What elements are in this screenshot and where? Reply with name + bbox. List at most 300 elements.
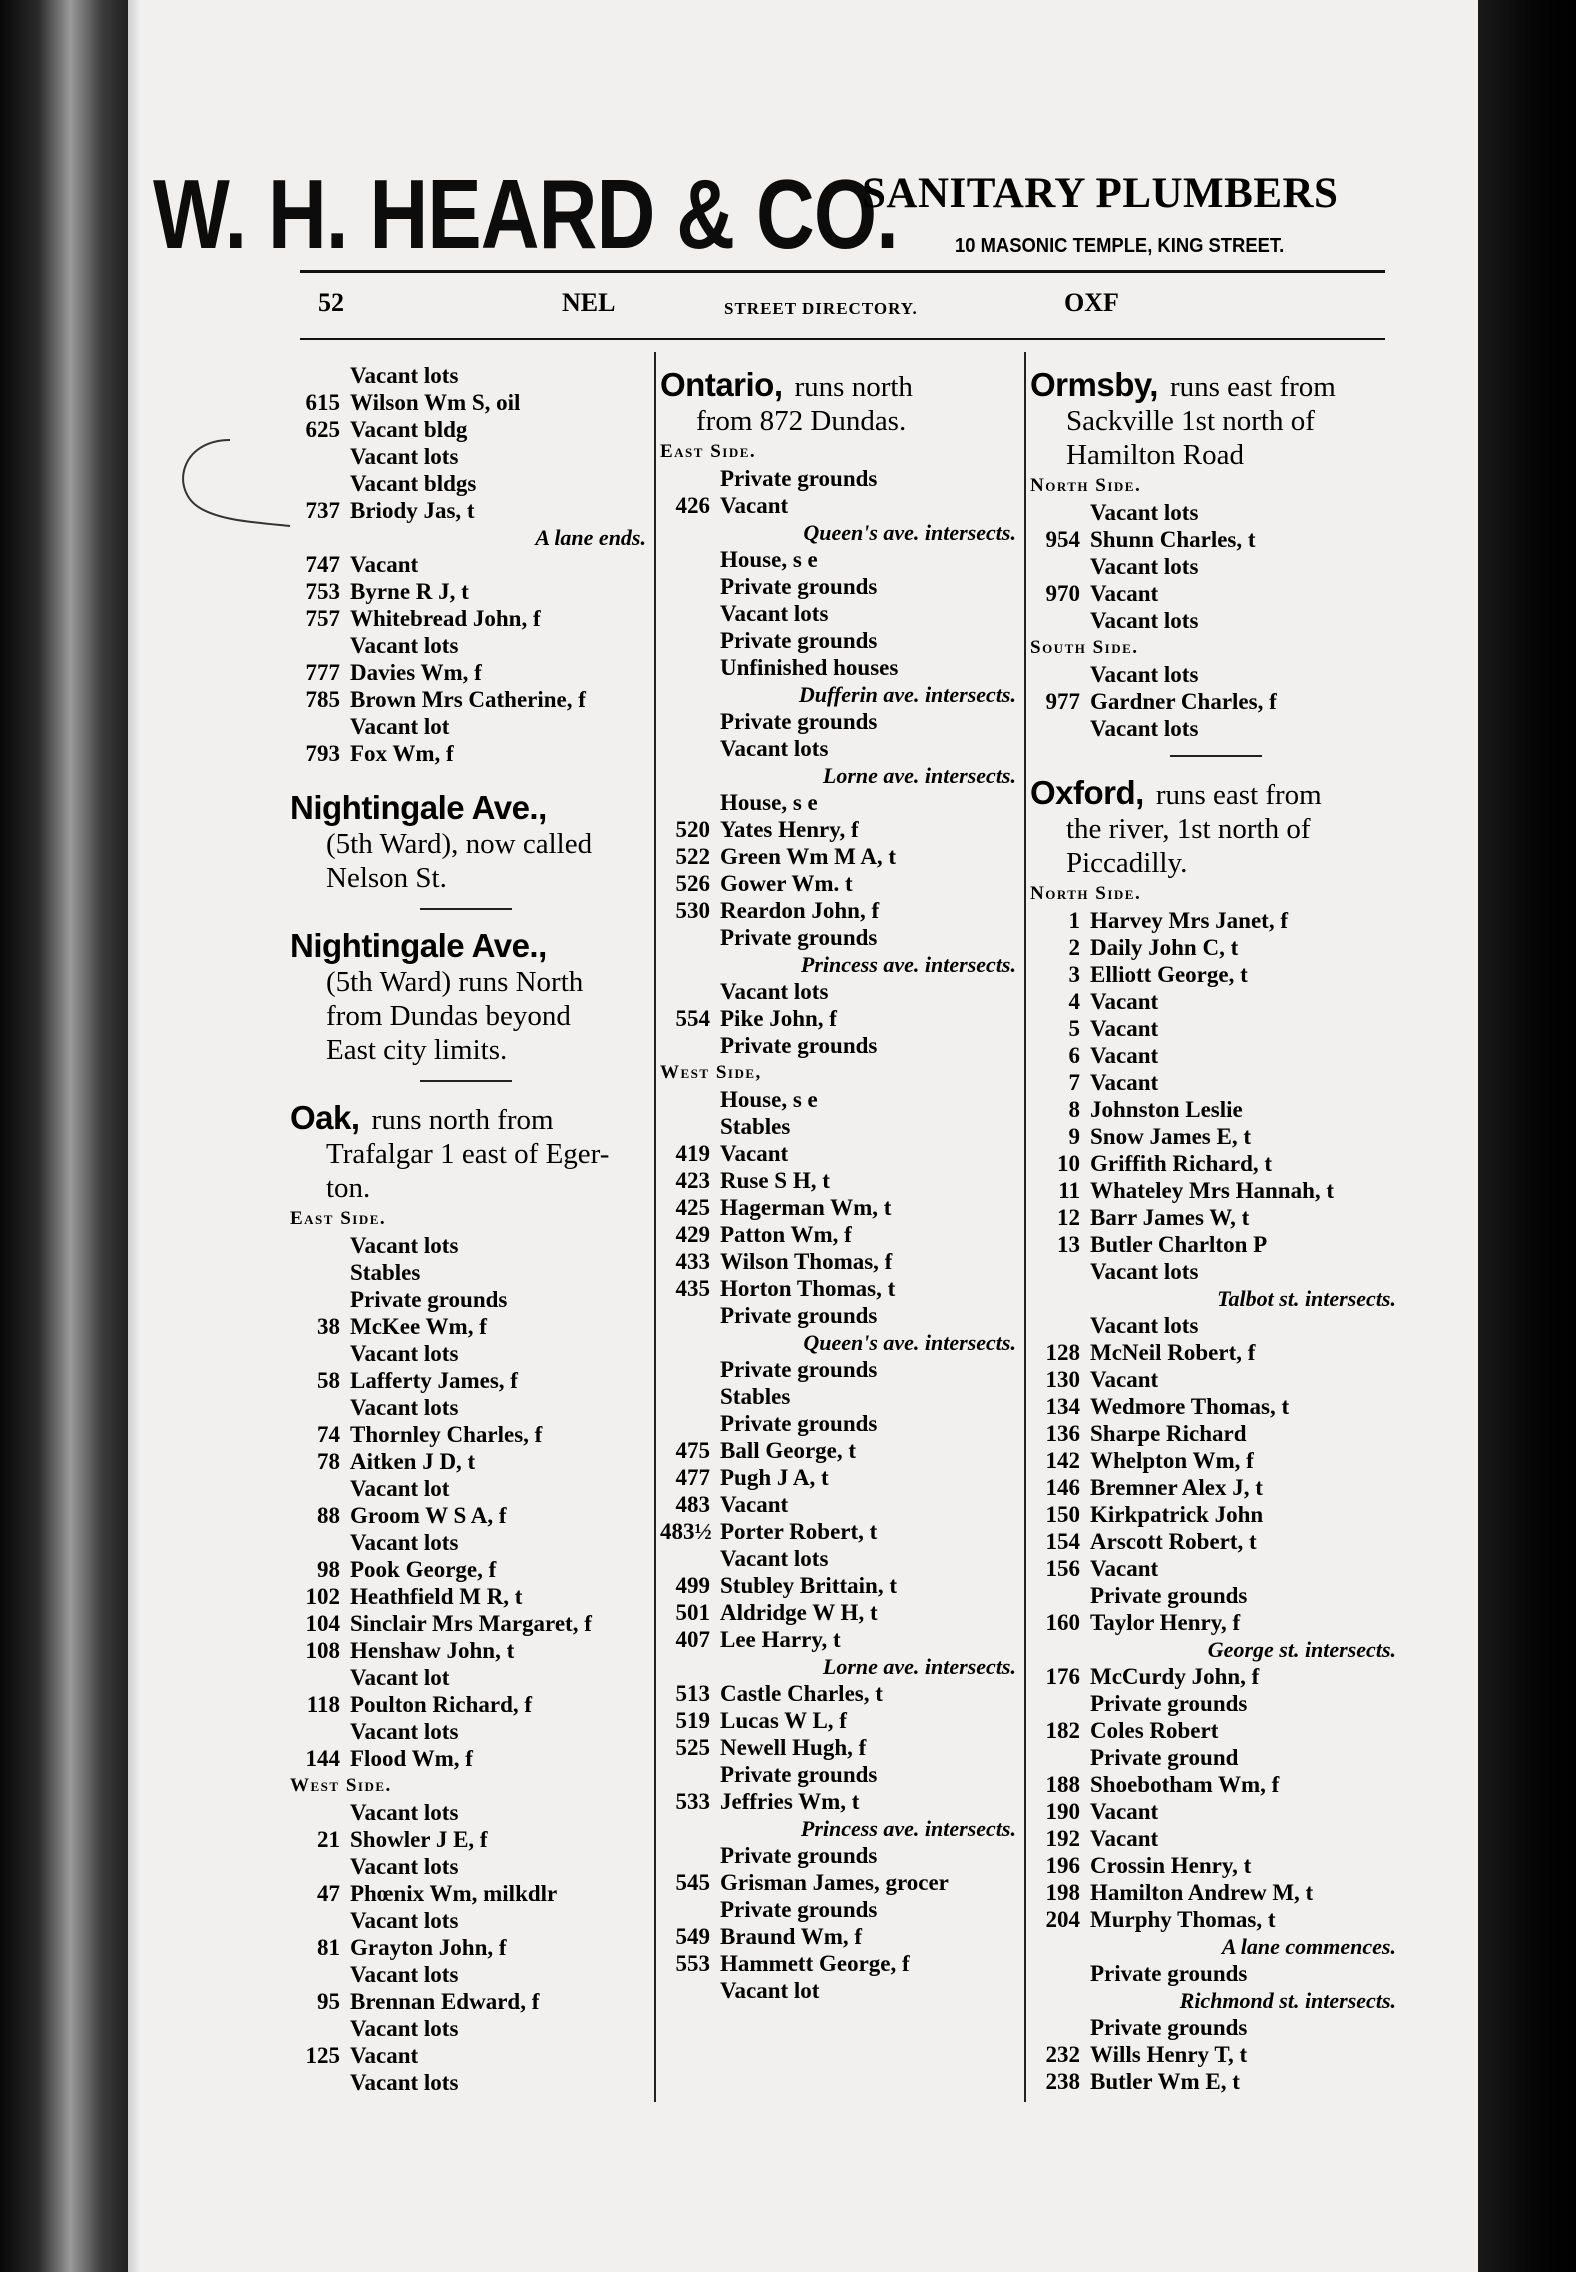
- occupant: Private grounds: [720, 1411, 878, 1436]
- street-description: from 872 Dundas.: [696, 405, 907, 437]
- directory-entry: [1030, 1744, 1400, 1771]
- house-number: 3: [1068, 962, 1080, 987]
- directory-entry: [660, 1221, 1020, 1248]
- header-rule-bottom: [300, 338, 1385, 340]
- intersection-note: A lane ends.: [535, 525, 646, 550]
- occupant: Vacant lots: [350, 1233, 459, 1258]
- directory-entry: [660, 1005, 1020, 1032]
- directory-entry: [660, 1410, 1020, 1437]
- directory-entry: [660, 546, 1020, 573]
- street-separator: [290, 1067, 650, 1095]
- occupant: Snow James E, t: [1090, 1124, 1252, 1149]
- house-number: 12: [1057, 1205, 1080, 1230]
- directory-entry: [660, 465, 1020, 492]
- house-number: 525: [675, 1735, 710, 1760]
- street-description: (5th Ward) runs North: [326, 966, 584, 998]
- directory-entry: [660, 1896, 1020, 1923]
- occupant: Private grounds: [720, 1897, 878, 1922]
- occupant: Elliott George, t: [1090, 962, 1248, 987]
- occupant: Groom W S A, f: [350, 1503, 507, 1528]
- occupant: Vacant: [1090, 1367, 1159, 1392]
- spacer: [290, 767, 650, 785]
- pencil-mark: [160, 420, 300, 540]
- directory-entry: [660, 978, 1020, 1005]
- occupant: Wedmore Thomas, t: [1090, 1394, 1290, 1419]
- directory-entry: [1030, 1960, 1400, 1987]
- intersection-note: Talbot st. intersects.: [1217, 1286, 1396, 1311]
- column-divider-1: [654, 352, 656, 2102]
- directory-column-2: [660, 362, 1020, 2004]
- house-number: 176: [1045, 1664, 1080, 1689]
- occupant: Braund Wm, f: [720, 1924, 863, 1949]
- house-number: 1: [1068, 908, 1080, 933]
- house-number: 407: [675, 1627, 710, 1652]
- directory-entry: [1030, 688, 1400, 715]
- running-head-title: STREET DIRECTORY.: [724, 299, 918, 318]
- directory-entry: [290, 1286, 650, 1313]
- occupant: Vacant bldg: [350, 417, 468, 442]
- occupant: McCurdy John, f: [1090, 1664, 1260, 1689]
- directory-entry: [1030, 1825, 1400, 1852]
- occupant: Butler Wm E, t: [1090, 2069, 1240, 2094]
- occupant: Private grounds: [720, 628, 878, 653]
- occupant: Vacant lots: [350, 1341, 459, 1366]
- house-number: 38: [317, 1314, 340, 1339]
- occupant: Vacant lots: [350, 2016, 459, 2041]
- directory-entry: [290, 1880, 650, 1907]
- occupant: Harvey Mrs Janet, f: [1090, 908, 1288, 933]
- occupant: Vacant: [1090, 581, 1159, 606]
- directory-entry: [290, 1961, 650, 1988]
- occupant: Pugh J A, t: [720, 1465, 829, 1490]
- occupant: Pike John, f: [720, 1006, 837, 1031]
- occupant: Vacant: [1090, 1016, 1159, 1041]
- occupant: Aitken J D, t: [350, 1449, 476, 1474]
- directory-entry: [1030, 1069, 1400, 1096]
- occupant: Vacant bldgs: [350, 471, 477, 496]
- house-number: 785: [305, 687, 340, 712]
- street-description: (5th Ward), now called: [326, 828, 593, 860]
- house-number: 196: [1045, 1853, 1080, 1878]
- occupant: Vacant lot: [350, 714, 450, 739]
- intersection-note: Richmond st. intersects.: [1179, 1988, 1396, 2013]
- occupant: Thornley Charles, f: [350, 1422, 543, 1447]
- occupant: Vacant lots: [350, 1962, 459, 1987]
- occupant: Griffith Richard, t: [1090, 1151, 1273, 1176]
- occupant: Butler Charlton P: [1090, 1232, 1268, 1257]
- house-number: 58: [317, 1368, 340, 1393]
- house-number: 499: [675, 1573, 710, 1598]
- directory-entry: [660, 735, 1020, 762]
- occupant: Vacant lots: [1090, 1259, 1199, 1284]
- house-number: 429: [675, 1222, 710, 1247]
- occupant: Vacant: [350, 552, 419, 577]
- directory-entry: [660, 843, 1020, 870]
- occupant: Vacant: [350, 2043, 419, 2068]
- directory-entry: [660, 492, 1020, 519]
- occupant: Vacant lots: [720, 1546, 829, 1571]
- occupant: Wilson Wm S, oil: [350, 390, 521, 415]
- directory-entry: [290, 686, 650, 713]
- street-description: Trafalgar 1 east of Eger-: [326, 1138, 610, 1170]
- directory-entry: [1030, 715, 1400, 742]
- occupant: Vacant lots: [1090, 500, 1199, 525]
- occupant: House, s e: [720, 790, 818, 815]
- house-number: 737: [305, 498, 340, 523]
- house-number: 125: [305, 2043, 340, 2068]
- directory-entry: [660, 654, 1020, 681]
- house-number: 238: [1045, 2069, 1080, 2094]
- occupant: Ball George, t: [720, 1438, 857, 1463]
- house-number: 7: [1068, 1070, 1080, 1095]
- occupant: Vacant lots: [350, 1800, 459, 1825]
- occupant: Vacant lots: [1090, 662, 1199, 687]
- occupant: Crossin Henry, t: [1090, 1853, 1252, 1878]
- house-number: 426: [675, 493, 710, 518]
- directory-entry: [290, 2042, 650, 2069]
- running-head-left-key: NEL: [562, 288, 616, 317]
- directory-entry: [290, 1340, 650, 1367]
- house-number: 625: [305, 417, 340, 442]
- occupant: Whitebread John, f: [350, 606, 541, 631]
- house-number: 553: [675, 1951, 710, 1976]
- advertiser-address: 10 MASONIC TEMPLE, KING STREET.: [955, 235, 1285, 257]
- house-number: 777: [305, 660, 340, 685]
- directory-entry: [290, 740, 650, 767]
- occupant: Vacant lots: [350, 1908, 459, 1933]
- house-number: 142: [1045, 1448, 1080, 1473]
- occupant: Henshaw John, t: [350, 1638, 515, 1663]
- street-name: Ontario,: [660, 366, 783, 403]
- house-number: 47: [317, 1881, 340, 1906]
- occupant: Daily John C, t: [1090, 935, 1239, 960]
- occupant: Horton Thomas, t: [720, 1276, 896, 1301]
- directory-entry: [1030, 1123, 1400, 1150]
- directory-entry: [290, 1799, 650, 1826]
- occupant: Private grounds: [720, 574, 878, 599]
- occupant: Aldridge W H, t: [720, 1600, 878, 1625]
- occupant: Vacant lots: [720, 601, 829, 626]
- house-number: 11: [1058, 1178, 1080, 1203]
- directory-entry: [1030, 1798, 1400, 1825]
- occupant: Vacant lots: [1090, 608, 1199, 633]
- occupant: Briody Jas, t: [350, 498, 475, 523]
- street-side-label: North Side.: [1030, 475, 1142, 496]
- occupant: Vacant: [1090, 1043, 1159, 1068]
- occupant: Private grounds: [720, 1357, 878, 1382]
- house-number: 530: [675, 898, 710, 923]
- occupant: Vacant lots: [350, 444, 459, 469]
- directory-entry: [290, 659, 650, 686]
- house-number: 2: [1068, 935, 1080, 960]
- street-description: runs north: [794, 371, 913, 403]
- house-number: 483½: [660, 1519, 712, 1544]
- directory-entry: [660, 1788, 1020, 1815]
- directory-entry: [1030, 1204, 1400, 1231]
- occupant: Vacant lots: [350, 1719, 459, 1744]
- directory-entry: [660, 1464, 1020, 1491]
- directory-entry: [290, 362, 650, 389]
- house-number: 425: [675, 1195, 710, 1220]
- house-number: 88: [317, 1503, 340, 1528]
- house-number: 134: [1045, 1394, 1080, 1419]
- house-number: 198: [1045, 1880, 1080, 1905]
- page-edge-shadow: [128, 0, 140, 2272]
- directory-entry: [1030, 961, 1400, 988]
- directory-entry: [1030, 526, 1400, 553]
- directory-entry: [290, 1448, 650, 1475]
- occupant: Vacant: [1090, 1826, 1159, 1851]
- directory-entry: [660, 897, 1020, 924]
- occupant: Vacant lots: [350, 1395, 459, 1420]
- street-description: ton.: [326, 1172, 371, 1204]
- house-number: 160: [1045, 1610, 1080, 1635]
- directory-entry: [1030, 1339, 1400, 1366]
- microfilm-edge-left: [0, 0, 128, 2272]
- directory-column-3: [1030, 362, 1400, 2095]
- occupant: McKee Wm, f: [350, 1314, 487, 1339]
- house-number: 204: [1045, 1907, 1080, 1932]
- directory-entry: [660, 1626, 1020, 1653]
- occupant: McNeil Robert, f: [1090, 1340, 1256, 1365]
- directory-entry: [660, 1032, 1020, 1059]
- directory-entry: [660, 816, 1020, 843]
- intersection-note: Princess ave. intersects.: [800, 952, 1016, 977]
- occupant: Pook George, f: [350, 1557, 497, 1582]
- occupant: Sinclair Mrs Margaret, f: [350, 1611, 592, 1636]
- occupant: Patton Wm, f: [720, 1222, 852, 1247]
- intersection-note: Queen's ave. intersects.: [803, 520, 1016, 545]
- advertiser-trade: SANITARY PLUMBERS: [862, 170, 1339, 217]
- directory-entry: [660, 1761, 1020, 1788]
- directory-entry: [1030, 1366, 1400, 1393]
- directory-entry: [660, 1248, 1020, 1275]
- house-number: 954: [1045, 527, 1080, 552]
- directory-entry: [660, 1086, 1020, 1113]
- directory-entry: [660, 1356, 1020, 1383]
- directory-entry: [290, 1691, 650, 1718]
- house-number: 136: [1045, 1421, 1080, 1446]
- directory-entry: [290, 1718, 650, 1745]
- intersection-note: Queen's ave. intersects.: [803, 1330, 1016, 1355]
- occupant: Ruse S H, t: [720, 1168, 830, 1193]
- house-number: 108: [305, 1638, 340, 1663]
- house-number: 74: [317, 1422, 340, 1447]
- house-number: 615: [305, 390, 340, 415]
- house-number: 146: [1045, 1475, 1080, 1500]
- directory-entry: [660, 870, 1020, 897]
- occupant: House, s e: [720, 547, 818, 572]
- directory-entry: [660, 1734, 1020, 1761]
- street-heading: [1030, 776, 1400, 880]
- occupant: Yates Henry, f: [720, 817, 859, 842]
- street-description: from Dundas beyond: [326, 1000, 571, 1032]
- occupant: Brown Mrs Catherine, f: [350, 687, 586, 712]
- house-number: 5: [1068, 1016, 1080, 1041]
- occupant: Newell Hugh, f: [720, 1735, 867, 1760]
- house-number: 519: [675, 1708, 710, 1733]
- occupant: Unfinished houses: [720, 655, 899, 680]
- occupant: Jeffries Wm, t: [720, 1789, 860, 1814]
- occupant: Vacant lots: [1090, 554, 1199, 579]
- directory-entry: [660, 708, 1020, 735]
- occupant: Taylor Henry, f: [1090, 1610, 1241, 1635]
- house-number: 182: [1045, 1718, 1080, 1743]
- house-number: 477: [675, 1465, 710, 1490]
- occupant: Davies Wm, f: [350, 660, 482, 685]
- street-heading: [290, 1101, 650, 1205]
- occupant: Vacant lots: [720, 979, 829, 1004]
- occupant: Vacant lots: [1090, 1313, 1199, 1338]
- occupant: Private grounds: [720, 1843, 878, 1868]
- house-number: 21: [317, 1827, 340, 1852]
- directory-entry: [1030, 1906, 1400, 1933]
- house-number: 4: [1068, 989, 1080, 1014]
- directory-entry: [660, 1194, 1020, 1221]
- directory-entry: [290, 1556, 650, 1583]
- intersection-note: Lorne ave. intersects.: [822, 763, 1016, 788]
- directory-entry: [660, 924, 1020, 951]
- directory-entry: [660, 600, 1020, 627]
- house-number: 156: [1045, 1556, 1080, 1581]
- directory-entry: [290, 713, 650, 740]
- directory-entry: [1030, 499, 1400, 526]
- street-description: the river, 1st north of: [1066, 813, 1311, 845]
- directory-entry: [1030, 988, 1400, 1015]
- street-description: Sackville 1st north of: [1066, 405, 1315, 437]
- occupant: Flood Wm, f: [350, 1746, 473, 1771]
- directory-entry: [660, 1599, 1020, 1626]
- occupant: Hagerman Wm, t: [720, 1195, 892, 1220]
- directory-entry: [290, 1367, 650, 1394]
- house-number: 747: [305, 552, 340, 577]
- directory-entry: [660, 1707, 1020, 1734]
- directory-entry: [290, 1637, 650, 1664]
- street-name: Oak,: [290, 1099, 360, 1136]
- street-name: Oxford,: [1030, 774, 1144, 811]
- directory-entry: [660, 1113, 1020, 1140]
- occupant: Private grounds: [720, 925, 878, 950]
- house-number: 188: [1045, 1772, 1080, 1797]
- directory-column-1: [290, 362, 650, 2096]
- occupant: Sharpe Richard: [1090, 1421, 1247, 1446]
- occupant: Private grounds: [1090, 2015, 1248, 2040]
- occupant: Vacant: [1090, 989, 1159, 1014]
- occupant: Vacant: [720, 493, 789, 518]
- directory-entry: [1030, 1258, 1400, 1285]
- occupant: Private grounds: [1090, 1583, 1248, 1608]
- directory-entry: [290, 470, 650, 497]
- street-separator: [1030, 742, 1400, 770]
- directory-entry: [660, 573, 1020, 600]
- directory-entry: [660, 1140, 1020, 1167]
- street-side-label: East Side.: [290, 1208, 387, 1229]
- house-number: 95: [317, 1989, 340, 2014]
- occupant: Vacant lots: [350, 2070, 459, 2095]
- column-divider-2: [1024, 352, 1026, 2102]
- street-heading: [1030, 368, 1400, 472]
- occupant: Vacant lots: [350, 1854, 459, 1879]
- house-number: 423: [675, 1168, 710, 1193]
- occupant: Stables: [720, 1384, 791, 1409]
- house-number: 10: [1057, 1151, 1080, 1176]
- directory-entry: [1030, 2014, 1400, 2041]
- directory-entry: [290, 1421, 650, 1448]
- intersection-note: Dufferin ave. intersects.: [798, 682, 1016, 707]
- directory-entry: [290, 1583, 650, 1610]
- house-number: 150: [1045, 1502, 1080, 1527]
- occupant: Whateley Mrs Hannah, t: [1090, 1178, 1335, 1203]
- house-number: 970: [1045, 581, 1080, 606]
- occupant: Wilson Thomas, f: [720, 1249, 893, 1274]
- directory-entry: [290, 497, 650, 524]
- house-number: 513: [675, 1681, 710, 1706]
- occupant: Shoebotham Wm, f: [1090, 1772, 1280, 1797]
- directory-entry: [290, 2069, 650, 2096]
- directory-entry: [290, 1826, 650, 1853]
- directory-entry: [1030, 1393, 1400, 1420]
- directory-entry: [290, 1232, 650, 1259]
- directory-entry: [660, 789, 1020, 816]
- occupant: Vacant lots: [350, 363, 459, 388]
- street-name: Nightingale Ave.,: [290, 789, 547, 826]
- directory-entry: [1030, 1528, 1400, 1555]
- occupant: Barr James W, t: [1090, 1205, 1250, 1230]
- directory-entry: [660, 1275, 1020, 1302]
- occupant: Shunn Charles, t: [1090, 527, 1256, 552]
- directory-entry: [1030, 1501, 1400, 1528]
- house-number: 545: [675, 1870, 710, 1895]
- directory-entry: [290, 632, 650, 659]
- occupant: Stables: [350, 1260, 421, 1285]
- page-number: 52: [318, 288, 344, 317]
- occupant: Private grounds: [720, 1303, 878, 1328]
- occupant: Vacant lot: [350, 1665, 450, 1690]
- street-heading: [290, 929, 650, 1067]
- intersection-note: George st. intersects.: [1207, 1637, 1396, 1662]
- house-number: 102: [305, 1584, 340, 1609]
- directory-entry: [290, 1313, 650, 1340]
- occupant: Showler J E, f: [350, 1827, 488, 1852]
- occupant: Johnston Leslie: [1090, 1097, 1243, 1122]
- occupant: Arscott Robert, t: [1090, 1529, 1257, 1554]
- running-head-right-key: OXF: [1064, 288, 1119, 317]
- occupant: Vacant: [1090, 1799, 1159, 1824]
- directory-entry: [290, 551, 650, 578]
- directory-entry: [1030, 1420, 1400, 1447]
- occupant: Gardner Charles, f: [1090, 689, 1277, 714]
- directory-entry: [660, 1518, 1020, 1545]
- occupant: Porter Robert, t: [720, 1519, 878, 1544]
- house-number: 520: [675, 817, 710, 842]
- occupant: Grisman James, grocer: [720, 1870, 949, 1895]
- street-description: runs north from: [371, 1104, 554, 1136]
- directory-entry: [290, 1934, 650, 1961]
- occupant: Fox Wm, f: [350, 741, 454, 766]
- directory-entry: [1030, 1663, 1400, 1690]
- directory-entry: [660, 1437, 1020, 1464]
- directory-entry: [1030, 1852, 1400, 1879]
- intersection-note: Lorne ave. intersects.: [822, 1654, 1016, 1679]
- directory-entry: [1030, 1555, 1400, 1582]
- street-description: runs east from: [1155, 779, 1322, 811]
- street-side-label: North Side.: [1030, 883, 1142, 904]
- directory-entry: [1030, 1150, 1400, 1177]
- house-number: 483: [675, 1492, 710, 1517]
- directory-entry: [1030, 1096, 1400, 1123]
- house-number: 104: [305, 1611, 340, 1636]
- occupant: Vacant lot: [720, 1978, 820, 2003]
